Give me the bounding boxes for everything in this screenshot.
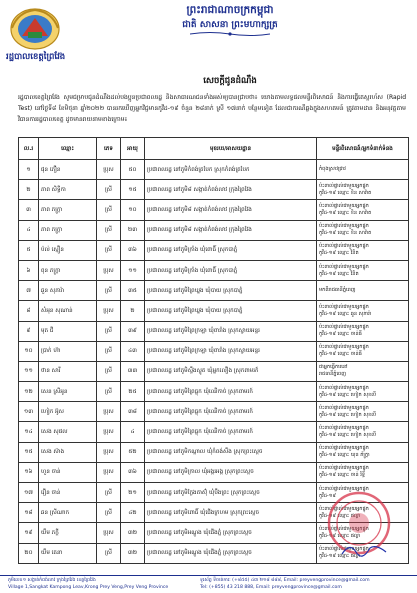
cell-age: ២៥ — [121, 382, 145, 402]
cell-sex: ស្រី — [97, 281, 121, 301]
cell-sex: ស្រី — [97, 483, 121, 503]
cell-name: ប៉ល់ ស្មឿន — [39, 240, 97, 260]
source-line-detail: កូវីដ-១៩ ឈ្មោះ ខិន សាវ៉ាត — [319, 209, 372, 216]
header-name: ឈ្មោះ — [39, 138, 97, 160]
administration-name: រដ្ឋបាលខេត្តព្រៃវែង — [6, 52, 66, 62]
cell-name: រឿន ចាន់ — [39, 483, 97, 503]
cell-name: ភាព ភក្ត្រា — [39, 200, 97, 220]
cell-sex: ស្រី — [97, 341, 121, 361]
cell-name: ហៀក អ៊ូស — [39, 402, 97, 422]
source-line: ប៉ះពាល់ផ្ទាល់ជាមួយអ្នកផ្ទុក — [319, 263, 369, 270]
cell-number: ១២ — [19, 382, 39, 402]
cell-name: មុត ជី — [39, 321, 97, 341]
cell-number: ១ — [19, 160, 39, 180]
table-row — [19, 321, 409, 341]
source-line-detail: កូវីដ-១៩ ឈ្មោះ ខិន សាវ៉ាត — [319, 230, 372, 237]
source-line-detail: កូវីដ-១៩ ឈ្មោះ ផល្លា — [319, 532, 361, 539]
cell-name: សេង ស៊ាង — [39, 442, 97, 462]
cell-sex: ប្រុស — [97, 301, 121, 321]
cell-source — [317, 442, 409, 462]
cell-address: ប្រជាពលរដ្ឋ នៅភូមិស្ទឹងស្លូត ឃុំអ្នកលឿង ស្រុកពាមរក៍ — [145, 361, 317, 381]
cell-sex: ស្រី — [97, 240, 121, 260]
source-line: ប៉ះពាល់ផ្ទាល់ជាមួយអ្នកផ្ទុក — [319, 344, 369, 351]
cell-name: ផុន ភឿន — [39, 160, 97, 180]
footer-contact-kh: ទូរស័ព្ទ ទីចាត់ការ: (+៨៥៥) ៤៣ ២១៨ ៨៨៨, Email: preyvengprovince@gmail.com — [200, 578, 370, 583]
cell-sex: ប្រុស — [97, 442, 121, 462]
cell-age: ២១ — [121, 483, 145, 503]
cell-name: ថាន សារី — [39, 361, 97, 381]
table-row — [19, 361, 409, 381]
cell-sex: ប្រុស — [97, 260, 121, 280]
cell-sex: ស្រី — [97, 180, 121, 200]
cell-age: ៤ — [121, 422, 145, 442]
header-source: មន្ទីរពិសោធន៍/អ្នកទំនាក់ទំនង — [317, 138, 409, 160]
source-line: ប៉ះពាល់ផ្ទាល់ជាមួយអ្នកផ្ទុក — [319, 243, 369, 250]
cell-age: ១១ — [121, 260, 145, 280]
cell-age: ១០ — [121, 200, 145, 220]
cell-age: ៣៦ — [121, 240, 145, 260]
cell-sex: ប្រុស — [97, 523, 121, 543]
cell-number: ៩ — [19, 321, 39, 341]
provincial-crest-logo — [8, 6, 62, 52]
notice-paragraph: រដ្ឋបាលខេត្តព្រៃវែង សូមជម្រាបជូនដំណឹងដល់បងប្អូនប្រជាពលរដ្ឋ និងសាធារណជនទាំងអស់ឲ្យបានជ្រាបថា៖ យោងតាមលទ្ធផលមន្ទីរពិសោធន៍ និងការធ្វើតេស្តរហ័ស (Rapid Test) នៅថ្ងៃទី៨ ខែមិថុនា ឆ្នាំ២០២២ បានរកឃើញអ្នកវិជ្ជមានកូវីដ-១៩ ចំនួន ២៨នាក់ ស្រី ១៧នាក់ បន្ថែមទៀត ដែលជាករណីឆ្លងក្នុងសហគមន៍ ត្រូវតាមដាន និងអនុវត្តតាមវិធានការរដ្ឋបាលខេត្ត ដូចមានរាយនាមខាងក្រោម៖ — [18, 94, 406, 123]
cell-address: ប្រជាពលរដ្ឋ នៅភូមិ៨ សង្កាត់កំពង់លាវ ក្រុងព្រៃវែង — [145, 180, 317, 200]
table-row — [19, 220, 409, 240]
source-line: កំពុងស្រាវជ្រាវ — [319, 166, 346, 173]
cell-number: ១៩ — [19, 523, 39, 543]
cell-age: ៣៥ — [121, 281, 145, 301]
cell-number: ៦ — [19, 260, 39, 280]
cell-source — [317, 220, 409, 240]
cell-age: ៣២ — [121, 543, 145, 563]
source-line: ប៉ះពាល់ផ្ទាល់ជាមួយអ្នកផ្ទុក — [319, 445, 369, 452]
cell-name: សេន ស្រីអូន — [39, 382, 97, 402]
cell-number: ៤ — [19, 220, 39, 240]
cell-source — [317, 382, 409, 402]
table-row — [19, 422, 409, 442]
cell-address: ប្រជាពលរដ្ឋ នៅភូមិព្រៃធ្លុក ឃុំឈើកាច់ ស្រុកពាមរក៍ — [145, 382, 317, 402]
cell-age: ៣២ — [121, 523, 145, 543]
cell-number: ២ — [19, 180, 39, 200]
cell-name: យឹម គេនា — [39, 543, 97, 563]
cell-sex: ស្រី — [97, 321, 121, 341]
footer-address-en: Village 1,Sangkat Kampong Leav,Krong Prey Veng,Prey Veng Province — [8, 585, 169, 590]
cell-source — [317, 361, 409, 381]
cell-address: ប្រជាពលរដ្ឋ នៅភូមិក្រាំង ឃុំពោធិ៍ ស្រុកបាភ្នំ — [145, 240, 317, 260]
cell-age: ២៣ — [121, 220, 145, 240]
table-header-row — [19, 138, 409, 160]
table-row — [19, 281, 409, 301]
cell-age: ៣៦ — [121, 462, 145, 482]
source-line: ប៉ះពាល់ផ្ទាល់ជាមួយអ្នកផ្ទុក — [319, 324, 369, 331]
cell-address: ប្រជាពលរដ្ឋ នៅភូមិកណ្ដាល ឃុំកំពង់សឹង ស្រុកព្រះស្ដេច — [145, 442, 317, 462]
cell-sex: ប្រុស — [97, 422, 121, 442]
source-line: មកពីរាជធានីភ្នំពេញ — [319, 287, 356, 294]
cell-number: ៧ — [19, 281, 39, 301]
header-number: ល.រ — [19, 138, 39, 160]
cell-source — [317, 160, 409, 180]
source-line-detail: កូវីដ-១៩ — [319, 492, 337, 499]
cell-sex: ស្រី — [97, 503, 121, 523]
table-row — [19, 240, 409, 260]
source-line-detail: កូវីដ-១៩ ឈ្មោះ ហៀក សុខលី — [319, 411, 377, 418]
cell-source — [317, 260, 409, 280]
header-address: មុខរបរ/អាសយដ្ឋាន — [145, 138, 317, 160]
cell-source — [317, 240, 409, 260]
table-row — [19, 301, 409, 321]
cell-name: ពុន ភក្ត្រា — [39, 260, 97, 280]
cell-address: ប្រជាពលរដ្ឋ នៅភូមិព្រៃក្រឡា ឃុំពារាំង ស្រុកស្វាយអន្ទរ — [145, 341, 317, 361]
cell-number: ១៤ — [19, 422, 39, 442]
source-line: ប៉ះពាល់ផ្ទាល់ជាមួយអ្នកផ្ទុក — [319, 425, 369, 432]
table-row — [19, 402, 409, 422]
cell-source — [317, 422, 409, 442]
cell-number: ៣ — [19, 200, 39, 220]
cell-source — [317, 200, 409, 220]
source-line: ប៉ះពាល់ផ្ទាល់ជាមួយអ្នកផ្ទុក — [319, 303, 369, 310]
cell-number: ១៣ — [19, 402, 39, 422]
source-line: ប៉ះពាល់ផ្ទាល់ជាមួយអ្នកផ្ទុក — [319, 182, 369, 189]
cell-name: ឆួន សុភារ៉ា — [39, 281, 97, 301]
table-row — [19, 260, 409, 280]
cell-address: ប្រជាពលរដ្ឋ នៅភូមិក្រាំង ឃុំពោធិ៍ ស្រុកបាភ្នំ — [145, 260, 317, 280]
cell-sex: ស្រី — [97, 543, 121, 563]
cell-address: ប្រជាពលរដ្ឋ នៅភូមិក្រាល ឃុំអង្គរអង្គ ស្រុកព្រះស្ដេច — [145, 462, 317, 482]
cell-age: ៣៨ — [121, 402, 145, 422]
cell-sex: ប្រុស — [97, 160, 121, 180]
table-row — [19, 200, 409, 220]
cell-number: ១៦ — [19, 462, 39, 482]
source-line-detail: កូវីដ-១៩ ឈ្មោះ ផល្លា — [319, 512, 361, 519]
cell-name: សំអុន សុណាន់ — [39, 301, 97, 321]
cell-source — [317, 341, 409, 361]
source-line: ប៉ះពាល់ផ្ទាល់ជាមួយអ្នកផ្ទុក — [319, 465, 369, 472]
source-line-detail: កូវីដ-១៩ ឈ្មោះ វិនិត — [319, 250, 359, 257]
cell-address: ប្រជាពលរដ្ឋ នៅភូមិព្រៃក្រឡា ឃុំពារាំង ស្រុកស្វាយអន្ទរ — [145, 321, 317, 341]
cell-age: ៣៩ — [121, 321, 145, 341]
cell-address: ប្រជាពលរដ្ឋ នៅភូមិក្លែងតាស៊ុំ ឃុំបឹងព្រះ ស្រុកព្រះស្ដេច — [145, 483, 317, 503]
source-line: ប៉ះពាល់ផ្ទាល់ជាមួយអ្នកផ្ទុក — [319, 525, 369, 532]
source-line: ប៉ះពាល់ផ្ទាល់ជាមួយអ្នកផ្ទុក — [319, 505, 369, 512]
source-line: ប៉ះពាល់ផ្ទាល់ជាមួយអ្នកផ្ទុក — [319, 404, 369, 411]
cell-name: ភាព ភក្ត្រា — [39, 220, 97, 240]
signature — [340, 540, 388, 560]
notice-title: សេចក្តីជូនដំណឹង — [203, 76, 257, 86]
cell-name: សេង សុផល — [39, 422, 97, 442]
cell-address: ប្រជាពលរដ្ឋ នៅភូមិព្រៃធ្លុក ឃុំឈើកាច់ ស្រុកពាមរក៍ — [145, 422, 317, 442]
source-line-detail: កូវីដ-១៩ ឈ្មោះ ហៀក សុខលី — [319, 391, 377, 398]
table-row — [19, 382, 409, 402]
footer-divider — [0, 575, 417, 576]
cell-sex: ប្រុស — [97, 402, 121, 422]
cell-age: ៤២ — [121, 503, 145, 523]
cell-number: ២០ — [19, 543, 39, 563]
cell-name: ភាព សិទ្ធីកា — [39, 180, 97, 200]
source-line-detail: រាជធានីភ្នំពេញ — [319, 371, 346, 378]
cell-number: ៥ — [19, 240, 39, 260]
footer-address-kh: ភូមិលេខ១ សង្កាត់កំពង់លាវ ក្រុងព្រៃវែង ខេត្តព្រៃវែង — [8, 578, 96, 583]
header-sex: ភេទ — [97, 138, 121, 160]
cell-age: ៣៣ — [121, 361, 145, 381]
table-row — [19, 341, 409, 361]
cell-age: ៥២ — [121, 442, 145, 462]
cell-number: ៨ — [19, 301, 39, 321]
source-line-detail: កូវីដ-១៩ ឈ្មោះ ចាន់ រិទ្ធី — [319, 472, 366, 479]
cell-source — [317, 281, 409, 301]
source-line: ប៉ះពាល់ផ្ទាល់ជាមួយអ្នកផ្ទុក — [319, 546, 369, 553]
source-line: ប៉ះពាល់ផ្ទាល់ជាមួយអ្នកផ្ទុក — [319, 485, 369, 492]
cell-source — [317, 462, 409, 482]
cell-sex: ស្រី — [97, 382, 121, 402]
cell-source — [317, 321, 409, 341]
cell-address: ប្រជាពលរដ្ឋ នៅភូមិអណ្តូង ឃុំជើងភ្នំ ស្រុកព្រះស្ដេច — [145, 543, 317, 563]
cell-sex: ស្រី — [97, 220, 121, 240]
cell-sex: ស្រី — [97, 200, 121, 220]
source-line: ប៉ះពាល់ផ្ទាល់ជាមួយអ្នកផ្ទុក — [319, 223, 369, 230]
source-line: ប៉ះពាល់ផ្ទាល់ជាមួយអ្នកផ្ទុក — [319, 202, 369, 209]
cell-address: ប្រជាពលរដ្ឋ នៅភូមិ៨ សង្កាត់កំពង់លាវ ក្រុងព្រៃវែង — [145, 200, 317, 220]
cell-number: ១៧ — [19, 483, 39, 503]
source-line: ជាអ្នកធ្វើការនៅ — [319, 364, 348, 371]
table-row — [19, 462, 409, 482]
source-line-detail: កូវីដ-១៩ ឈ្មោះ ខិន សាវ៉ាត — [319, 189, 372, 196]
cell-age: ៤៣ — [121, 341, 145, 361]
cell-number: ១៥ — [19, 442, 39, 462]
source-line-detail: កូវីដ-១៩ ឈ្មោះ ឆួន សុភារ៉ា — [319, 310, 372, 317]
source-line-detail: កូវីដ-១៩ ឈ្មោះ ចាន់ធី — [319, 331, 362, 338]
cell-source — [317, 301, 409, 321]
cell-number: ១១ — [19, 361, 39, 381]
cell-age: ១៥ — [121, 180, 145, 200]
cell-number: ១៨ — [19, 503, 39, 523]
ornament-divider — [190, 31, 270, 37]
cell-source — [317, 180, 409, 200]
source-line-detail: កូវីដ-១៩ ឈ្មោះ ហៀក សុខលី — [319, 432, 377, 439]
cell-name: យឹម ភក្តី — [39, 523, 97, 543]
cell-address: ប្រជាពលរដ្ឋ នៅភូមិព្រៃឃ្នង ឃុំបាយ ស្រុកបាភ្នំ — [145, 301, 317, 321]
source-line-detail: កូវីដ-១៩ ឈ្មោះ ផល្លា — [319, 553, 361, 560]
footer-contact-en: Tel: (+855) 43 218 888, Email: preyvengprovince@gmail.com — [200, 585, 342, 590]
source-line-detail: កូវីដ-១៩ ឈ្មោះ ចាន់ធី — [319, 351, 362, 358]
cell-address: ប្រជាពលរដ្ឋ នៅភូមិព្រៃឃ្នង ឃុំបាយ ស្រុកបាភ្នំ — [145, 281, 317, 301]
cell-sex: ស្រី — [97, 361, 121, 381]
cell-age: ២ — [121, 301, 145, 321]
cell-address: ប្រជាពលរដ្ឋ នៅភូមិពោធិ៍ ឃុំជើងក្រហម ស្រុកព្រះស្ដេច — [145, 503, 317, 523]
cell-name: ហួន ចាន់ — [39, 462, 97, 482]
source-line-detail: កូវីដ-១៩ ឈ្មោះ វិនិត — [319, 270, 359, 277]
kingdom-heading: ព្រះរាជាណាចក្រកម្ពុជា — [186, 4, 274, 16]
table-row — [19, 160, 409, 180]
national-motto: ជាតិ សាសនា ព្រះមហាក្សត្រ — [182, 20, 278, 30]
source-line-detail: កូវីដ-១៩ ឈ្មោះ ឃុន ភ័ក្ត្រា — [319, 452, 370, 459]
header-age: អាយុ — [121, 138, 145, 160]
cell-name: ឆន ស្រីណាក — [39, 503, 97, 523]
table-row — [19, 442, 409, 462]
source-line: ប៉ះពាល់ផ្ទាល់ជាមួយអ្នកផ្ទុក — [319, 384, 369, 391]
cell-name: ប្រាក់ ហ៊ា — [39, 341, 97, 361]
cell-address: ប្រជាពលរដ្ឋ នៅភូមិ៨ សង្កាត់កំពង់លាវ ក្រុងព្រៃវែង — [145, 220, 317, 240]
cell-address: ប្រជាពលរដ្ឋ នៅភូមិកំពង់ត្របែក ស្រុកកំពង់ត្របែក — [145, 160, 317, 180]
cell-number: ១០ — [19, 341, 39, 361]
table-row — [19, 180, 409, 200]
cell-source — [317, 402, 409, 422]
cell-sex: ប្រុស — [97, 462, 121, 482]
cell-age: ៥០ — [121, 160, 145, 180]
cell-address: ប្រជាពលរដ្ឋ នៅភូមិព្រៃធ្លុក ឃុំឈើកាច់ ស្រុកពាមរក៍ — [145, 402, 317, 422]
cell-address: ប្រជាពលរដ្ឋ នៅភូមិអណ្តូង ឃុំជើងភ្នំ ស្រុកព្រះស្ដេច — [145, 523, 317, 543]
